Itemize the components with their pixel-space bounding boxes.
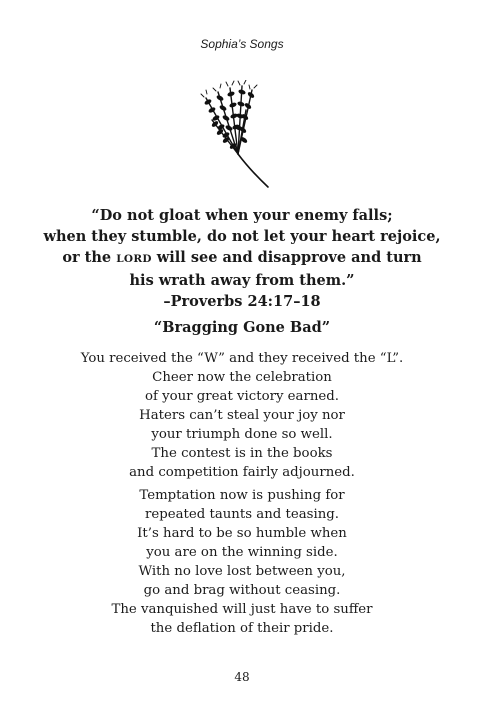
poem-line: you are on the winning side.	[146, 545, 338, 560]
epigraph-text: or the	[62, 249, 117, 266]
epigraph-text: will see and disapprove and turn	[151, 249, 422, 266]
poem-line: of your great victory earned.	[144, 389, 340, 404]
poem-line: Temptation now is pushing for	[139, 488, 345, 503]
epigraph-line	[0, 247, 484, 270]
poem-line: The vanquished will just have to suffer	[111, 602, 373, 617]
epigraph-line: “Do not gloat when your enemy falls;	[91, 207, 393, 224]
poem-line: Haters can’t steal your joy nor	[139, 408, 345, 423]
poem-line: With no love lost between you,	[138, 564, 346, 579]
poem-line: Cheer now the celebration	[152, 370, 332, 385]
poem-line: and competition fairly adjourned.	[129, 465, 355, 480]
poem-line: go and brag without ceasing.	[143, 583, 341, 598]
poem-line: the deflation of their pride.	[150, 621, 334, 636]
stanza-2	[0, 486, 484, 638]
poem-line: your triumph done so well.	[151, 427, 333, 442]
epigraph-line: his wrath away from them.”	[129, 272, 355, 289]
epigraph-line: when they stumble, do not let your heart rejoice,	[43, 228, 441, 245]
poem-line: It’s hard to be so humble when	[137, 526, 347, 541]
plant-sprig-icon	[188, 80, 288, 190]
epigraph	[0, 205, 484, 312]
poem-line: repeated taunts and teasing.	[144, 507, 340, 522]
poem-line: You received the “W” and they received the “L”.	[80, 351, 404, 366]
poem-title: “Bragging Gone Bad”	[153, 319, 331, 336]
lord-small-caps: LORD	[116, 253, 152, 265]
running-header: Sophia’s Songs	[200, 37, 284, 51]
epigraph-citation: –Proverbs 24:17–18	[163, 293, 321, 310]
stanza-1	[0, 349, 484, 482]
poem-line: The contest is in the books	[151, 446, 333, 461]
page-number: 48	[234, 670, 250, 684]
